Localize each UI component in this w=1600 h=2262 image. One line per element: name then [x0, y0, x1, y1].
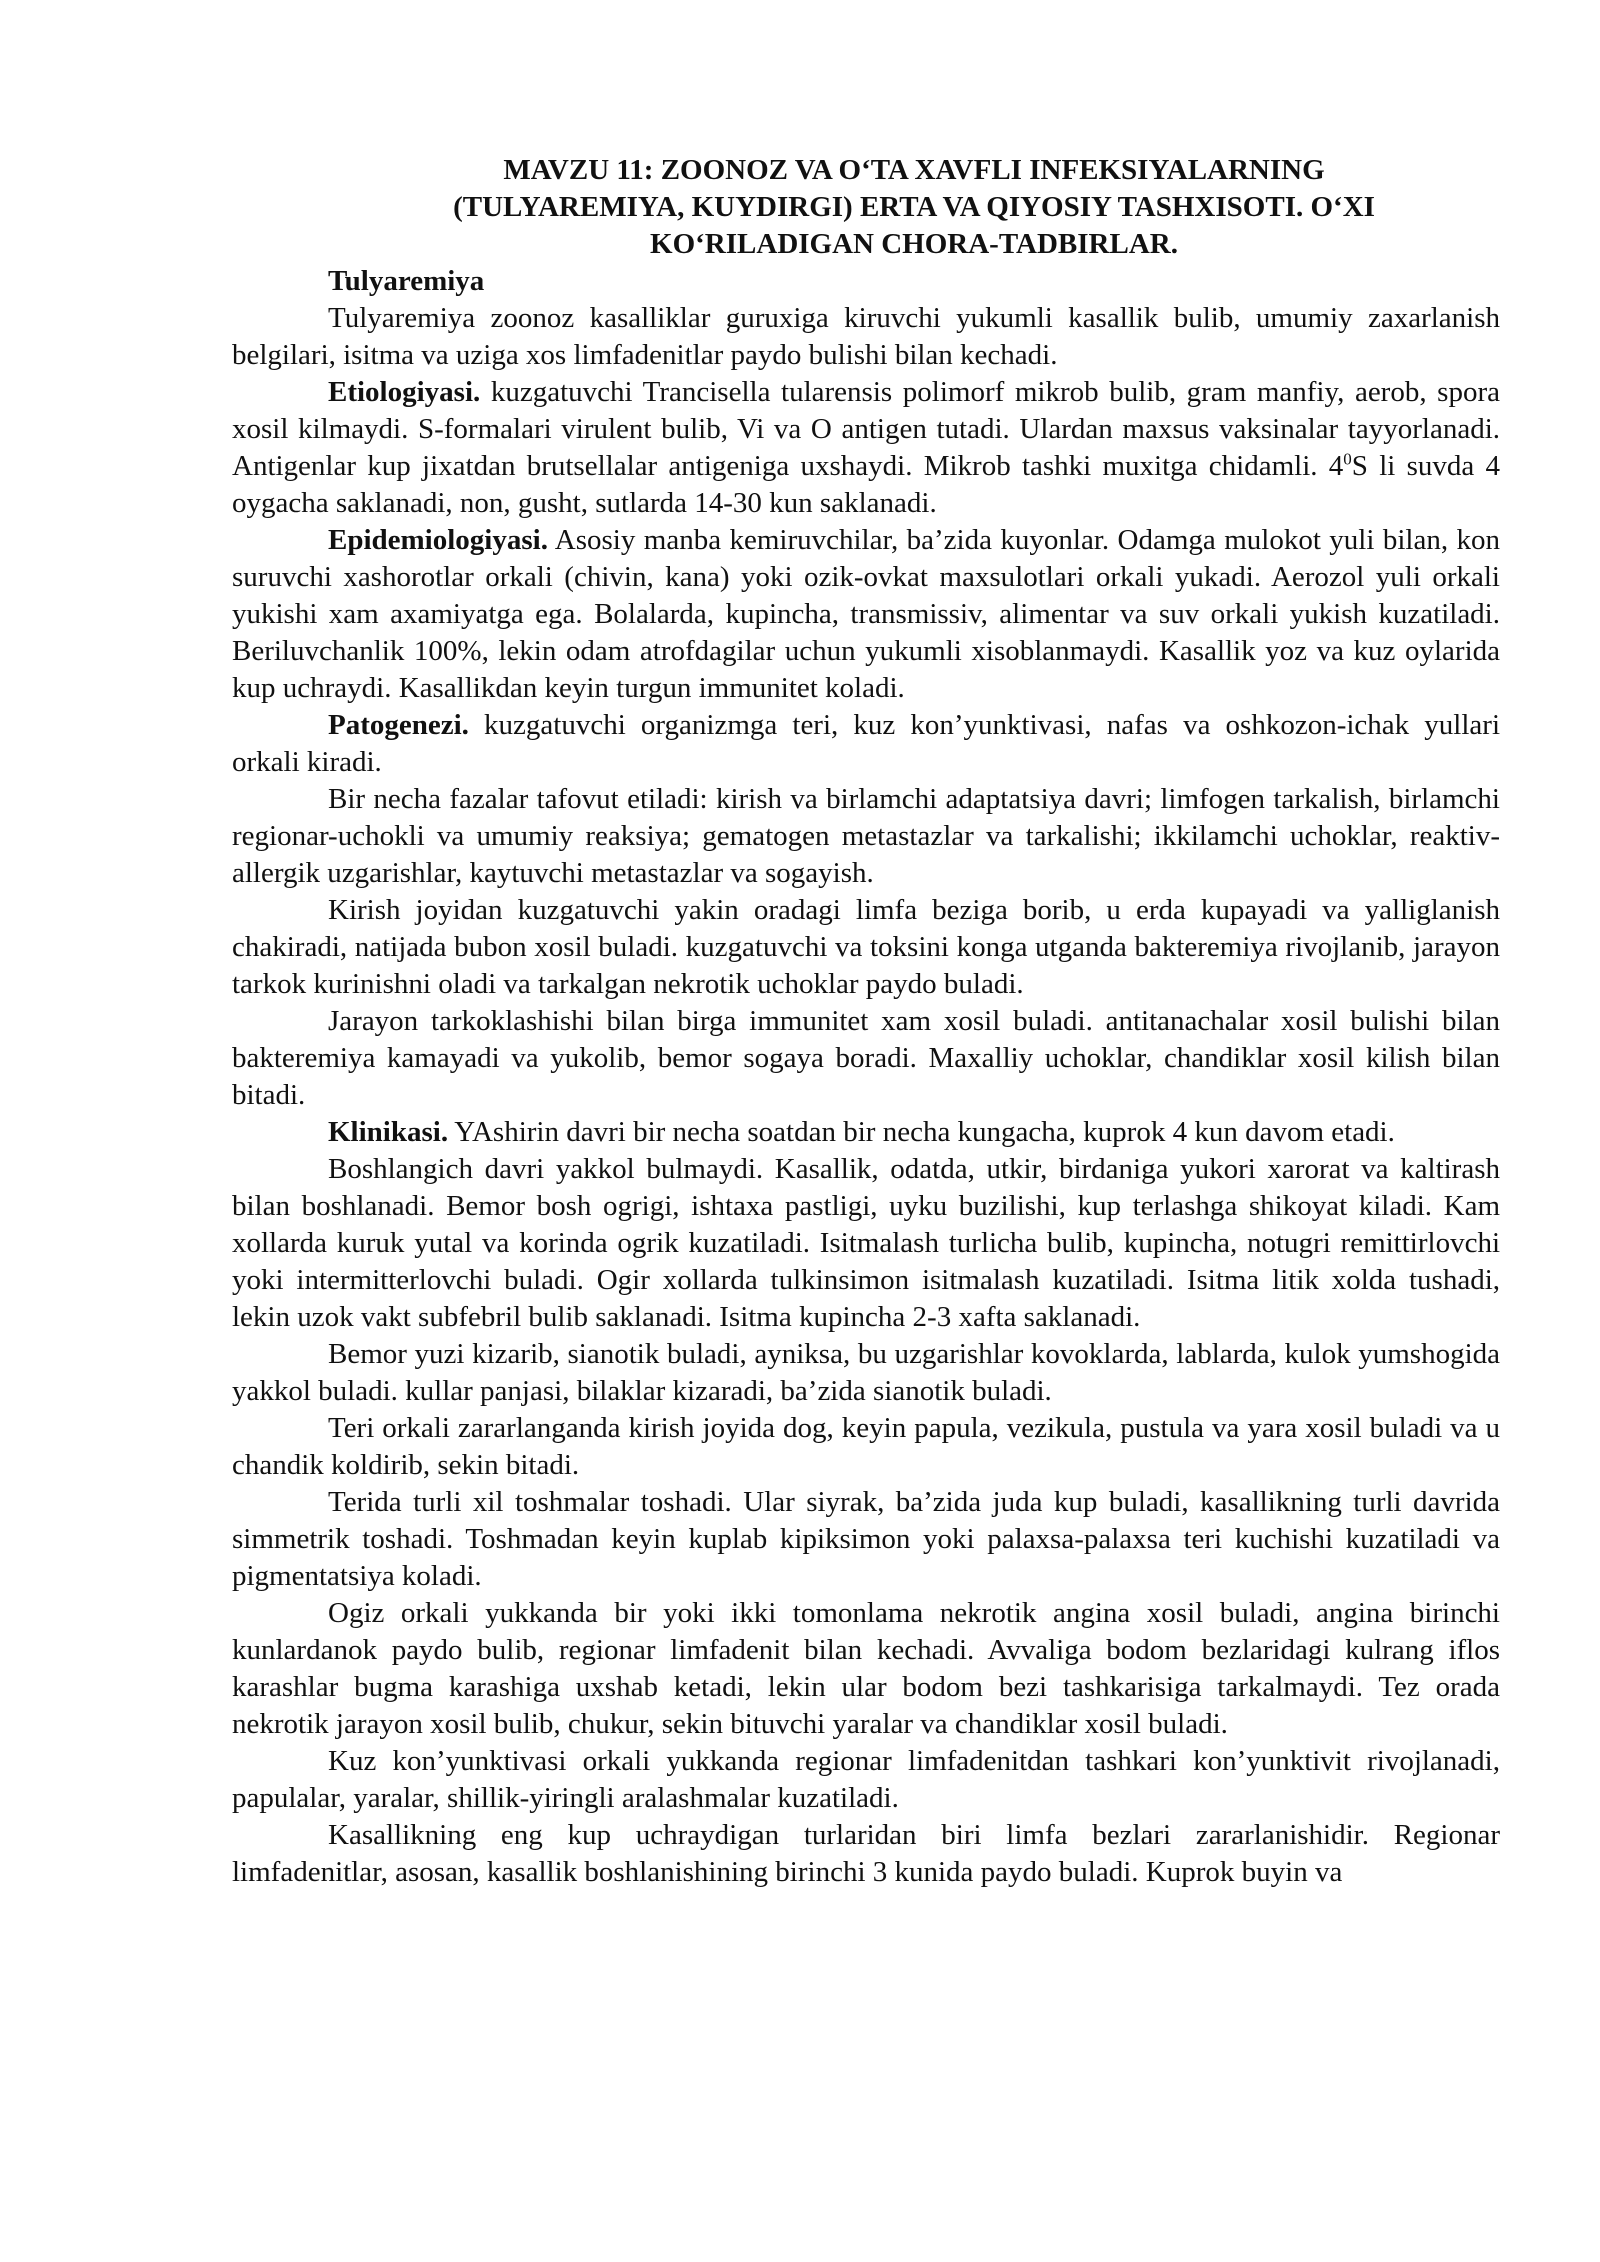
paragraph-etiology: Etiologiyasi. kuzgatuvchi Trancisella tularensis polimorf mikrob bulib, gram manfiy, aerob, spora xosil kilmaydi. S-formalari virulent bulib, Vi va O antigen tutadi. Ulardan maxsus vaksinalar tayyorlanadi. Antigenlar kup jixatdan brutsellalar antigeniga uxshaydi. Mikrob tashki muxitga chidamli. $4^0S$ li suvda 4 oygacha saklanadi, non, gusht, sutlarda 14-30 kun saklanadi.: [232, 376, 1500, 519]
paragraph: Teri orkali zararlanganda kirish joyida dog, keyin papula, vezikula, pustula va yara xosil buladi va u chandik koldirib, sekin bitadi.: [232, 1412, 1500, 1481]
paragraph: Ogiz orkali yukkanda bir yoki ikki tomonlama nekrotik angina xosil buladi, angina birinchi kunlardanok paydo bulib, regionar limfadenit bilan kechadi. Avvaliga bodom bezlaridagi kulrang iflos karashlar bugma karashiga uxshab ketadi, lekin ular bodom bezi tashkarisiga tarkalmaydi. Tez orada nekrotik jarayon xosil bulib, chukur, sekin bituvchi yaralar va chandiklar xosil buladi.: [232, 1597, 1500, 1740]
paragraph: Bemor yuzi kizarib, sianotik buladi, ayniksa, bu uzgarishlar kovoklarda, lablarda, kulok yumshogida yakkol buladi. kullar panjasi, bilaklar kizaradi, ba’zida sianotik buladi.: [232, 1338, 1500, 1407]
document-title: [232, 152, 1500, 263]
paragraph-lead: Etiologiyasi.: [328, 376, 481, 408]
paragraph-epidemiology: Epidemiologiyasi. Asosiy manba kemiruvchilar, ba’zida kuyonlar. Odamga mulokot yuli bilan, kon suruvchi xashorotlar orkali (chivin, kana) yoki ozik-ovkat maxsulotlari orkali yukadi. Aerozol yuli orkali yukishi xam axamiyatga ega. Bolalarda, kupincha, transmissiv, alimentar va suv orkali yukish kuzatiladi. Beriluvchanlik 100%, lekin odam atrofdagilar uchun yukumli xisoblanmaydi. Kasallik yoz va kuz oylarida kup uchraydi. Kasallikdan keyin turgun immunitet koladi.: [232, 524, 1500, 704]
paragraph: Kuz kon’yunktivasi orkali yukkanda regionar limfadenitdan tashkari kon’yunktivit rivojlanadi, papulalar, yaralar, shillik-yiringli aralashmalar kuzatiladi.: [232, 1745, 1500, 1814]
paragraph: Tulyaremiya zoonoz kasalliklar guruxiga kiruvchi yukumli kasallik bulib, umumiy zaxarlanish belgilari, isitma va uziga xos limfadenitlar paydo bulishi bilan kechadi.: [232, 302, 1500, 371]
title-line-1: MAVZU 11: ZOONOZ VA OʻTA XAVFLI INFEKSIYALARNING: [503, 154, 1325, 186]
paragraph: Jarayon tarkoklashishi bilan birga immunitet xam xosil buladi. antitanachalar xosil bulishi bilan bakteremiya kamayadi va yukolib, bemor sogaya boradi. Maxalliy uchoklar, chandiklar xosil kilish bilan bitadi.: [232, 1005, 1500, 1111]
paragraph: Bir necha fazalar tafovut etiladi: kirish va birlamchi adaptatsiya davri; limfogen tarkalish, birlamchi regionar-uchokli va umumiy reaksiya; gematogen metastazlar va tarkalishi; ikkilamchi uchoklar, reaktiv-allergik uzgarishlar, kaytuvchi metastazlar va sogayish.: [232, 783, 1500, 889]
paragraph-lead: Epidemiologiyasi.: [328, 524, 548, 556]
paragraph: Kirish joyidan kuzgatuvchi yakin oradagi limfa beziga borib, u erda kupayadi va yalliglanish chakiradi, natijada bubon xosil buladi. kuzgatuvchi va toksini konga utganda bakteremiya rivojlanib, jarayon tarkok kurinishni oladi va tarkalgan nekrotik uchoklar paydo buladi.: [232, 894, 1500, 1000]
superscript: 0: [1343, 449, 1352, 469]
paragraph: Boshlangich davri yakkol bulmaydi. Kasallik, odatda, utkir, birdaniga yukori xarorat va kaltirash bilan boshlanadi. Bemor bosh ogrigi, ishtaxa pastligi, uyku buzilishi, kup terlashga shikoyat kiladi. Kam xollarda kuruk yutal va korinda ogrik kuzatiladi. Isitmalash turlicha bulib, kupincha, notugri remittirlovchi yoki intermitterlovchi buladi. Ogir xollarda tulkinsimon isitmalash kuzatiladi. Isitma litik xolda tushadi, lekin uzok vakt subfebril bulib saklanadi. Isitma kupincha 2-3 xafta saklanadi.: [232, 1153, 1500, 1333]
title-line-2: (TULYAREMIYA, KUYDIRGI) ERTA VA QIYOSIY TASHXISOTI. OʻXI: [453, 191, 1375, 223]
paragraph-lead: Klinikasi.: [328, 1116, 449, 1148]
paragraph-lead: Patogenezi.: [328, 709, 469, 741]
paragraph-clinic: Klinikasi. YAshirin davri bir necha soatdan bir necha kungacha, kuprok 4 kun davom etadi.: [328, 1116, 1395, 1148]
section-heading: Tulyaremiya: [328, 265, 485, 297]
paragraph-pathogenesis: Patogenezi. kuzgatuvchi organizmga teri, kuz kon’yunktivasi, nafas va oshkozon-ichak yullari orkali kiradi.: [232, 709, 1500, 778]
document-page: [232, 152, 1500, 1891]
paragraph: Terida turli xil toshmalar toshadi. Ular siyrak, ba’zida juda kup buladi, kasallikning turli davrida simmetrik toshadi. Toshmadan keyin kuplab kipiksimon yoki palaxsa-palaxsa teri kuchishi kuzatiladi va pigmentatsiya koladi.: [232, 1486, 1500, 1592]
paragraph: Kasallikning eng kup uchraydigan turlaridan biri limfa bezlari zararlanishidir. Regionar limfadenitlar, asosan, kasallik boshlanishining birinchi 3 kunida paydo buladi. Kuprok buyin va: [232, 1819, 1500, 1888]
title-line-3: KOʻRILADIGAN CHORA-TADBIRLAR.: [650, 228, 1178, 260]
